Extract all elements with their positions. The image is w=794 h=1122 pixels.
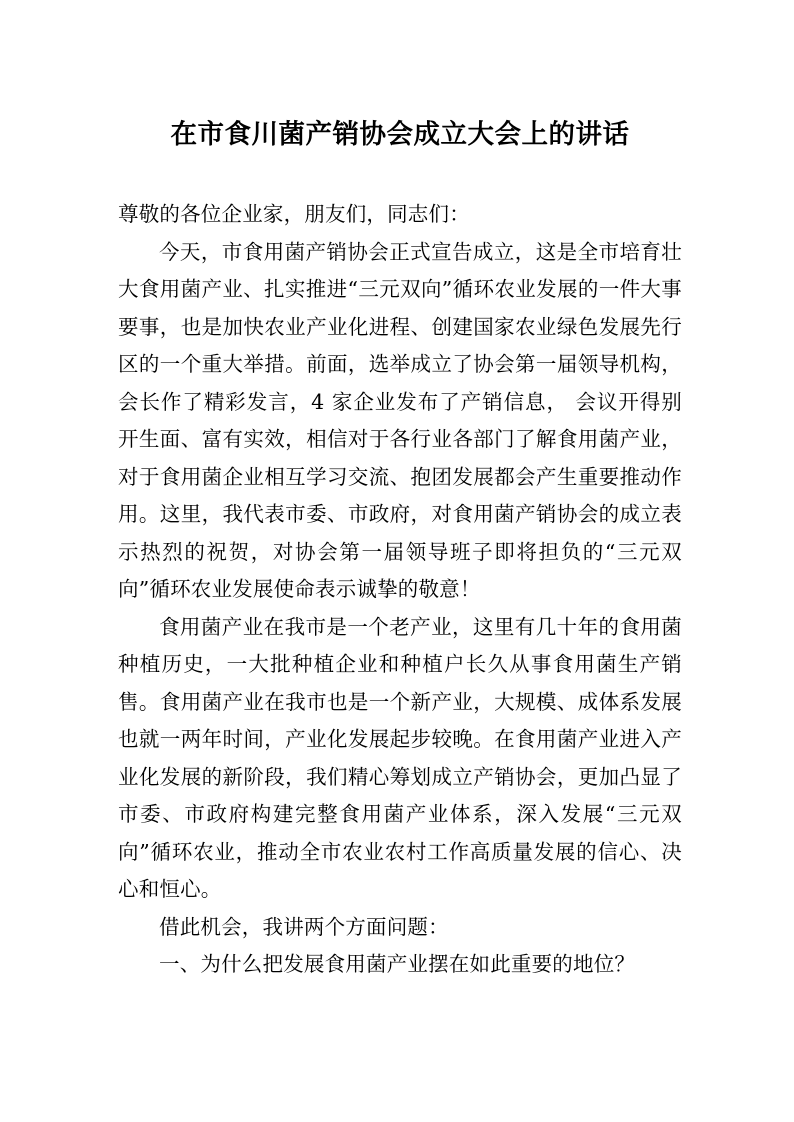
page-title: 在市食川菌产销协会成立大会上的讲话 [170,119,630,150]
paragraph-body-2: 食用菌产业在我市是一个老产业，这里有几十年的食用菌种植历史，一大批种植企业和种植户长久从事食用菌生产销售。食用菌产业在我市也是一个新产业，大规模、成体系发展也就一两年时间，产业化发展起步较晚。在食用菌产业进入产业化发展的新阶段，我们精心筹划成立产销协会，更加凸显了市委、市政府构建完整食用菌产业体系，深入发展“三元双向”循环农业，推动全市农业农村工作高质量发展的信心、决心和恒心。 [118,614,682,901]
paragraph-body-3: 借此机会，我讲两个方面问题： [159,914,449,939]
paragraph-heading-1: 一、为什么把发展食用菌产业摆在如此重要的地位？ [159,952,636,976]
paragraph-salutation: 尊敬的各位企业家，朋友们，同志们： [118,202,470,226]
paragraph-body-1: 今天，市食用菌产销协会正式宣告成立，这是全市培育壮大食用菌产业、扎实推进“三元双向”循环农业发展的一件大事要事，也是加快农业产业化进程、创建国家农业绿色发展先行区的一个重大举措。前面，选举成立了协会第一届领导机构，会长作了精彩发言，4 家企业发布了产销信息， 会议开得别开生面、富有实效，相信对于各行业各部门了解食用菌产业，对于食用菌企业相互学习交流、抱团发展都会产生重要推动作用。这里，我代表市委、市政府，对食用菌产销协会的成立表示热烈的祝贺，对协会第一届领导班子即将担负的“三元双向”循环农业发展使命表示诚挚的敬意！ [118,239,682,601]
